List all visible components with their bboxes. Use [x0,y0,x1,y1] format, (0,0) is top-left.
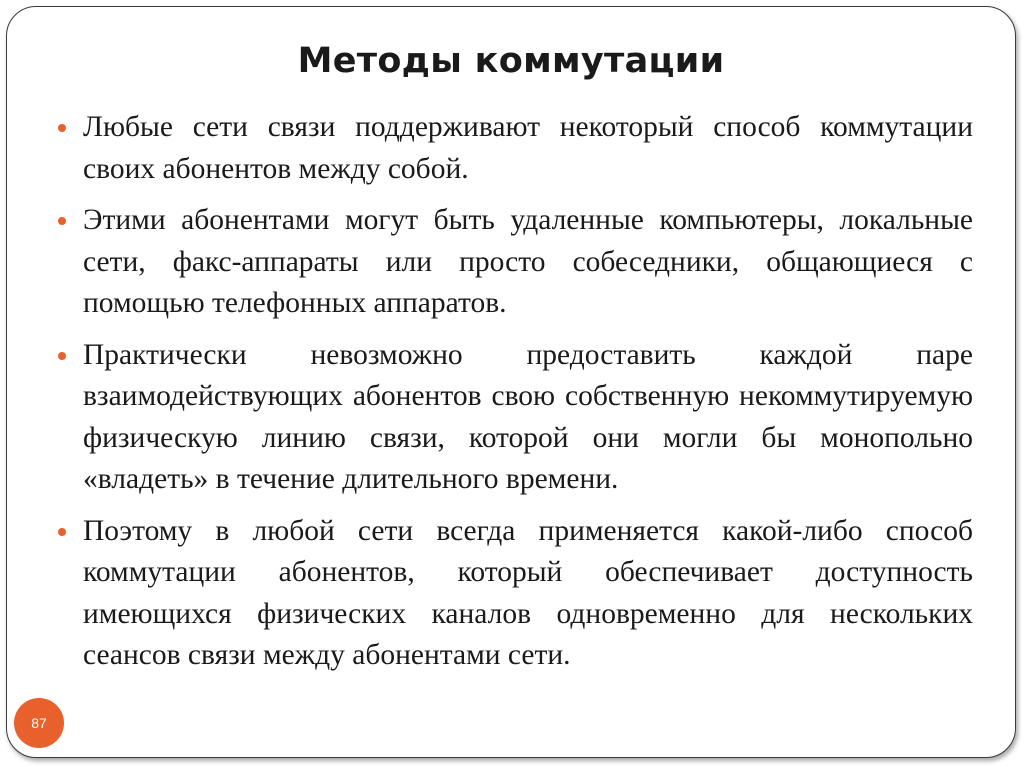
bullet-text: Поэтому в любой сети всегда применяется какой-либо способ коммутации абонентов, который обеспечивает доступность имеющихся физических каналов одновременно для нескольких сеансов связи между абонентами сети. [83,514,973,671]
bullet-text: Любые сети связи поддерживают некоторый способ коммутации своих абонентов между собой. [83,111,973,185]
page-number: 87 [31,715,47,731]
bullet-item [53,511,973,677]
bullet-dot-icon [58,528,66,536]
bullet-text: Практически невозможно предоставить каждой паре взаимодействующих абонентов свою собственную некоммутируемую физическую линию связи, которой они могли бы монопольно «владеть» в течение длительного времени. [83,338,973,495]
bullet-list [53,107,973,687]
bullet-item [53,200,973,325]
bullet-dot-icon [58,124,66,132]
bullet-item [53,335,973,501]
bullet-dot-icon [58,352,66,360]
bullet-text: Этими абонентами могут быть удаленные компьютеры, локальные сети, факс-аппараты или просто собеседники, общающиеся с помощью телефонных аппаратов. [83,204,973,319]
bullet-item [53,107,973,190]
slide-title: Методы коммутации [297,41,725,81]
bullet-dot-icon [58,217,66,225]
slide-frame [6,6,1016,758]
page-number-badge [14,698,64,748]
